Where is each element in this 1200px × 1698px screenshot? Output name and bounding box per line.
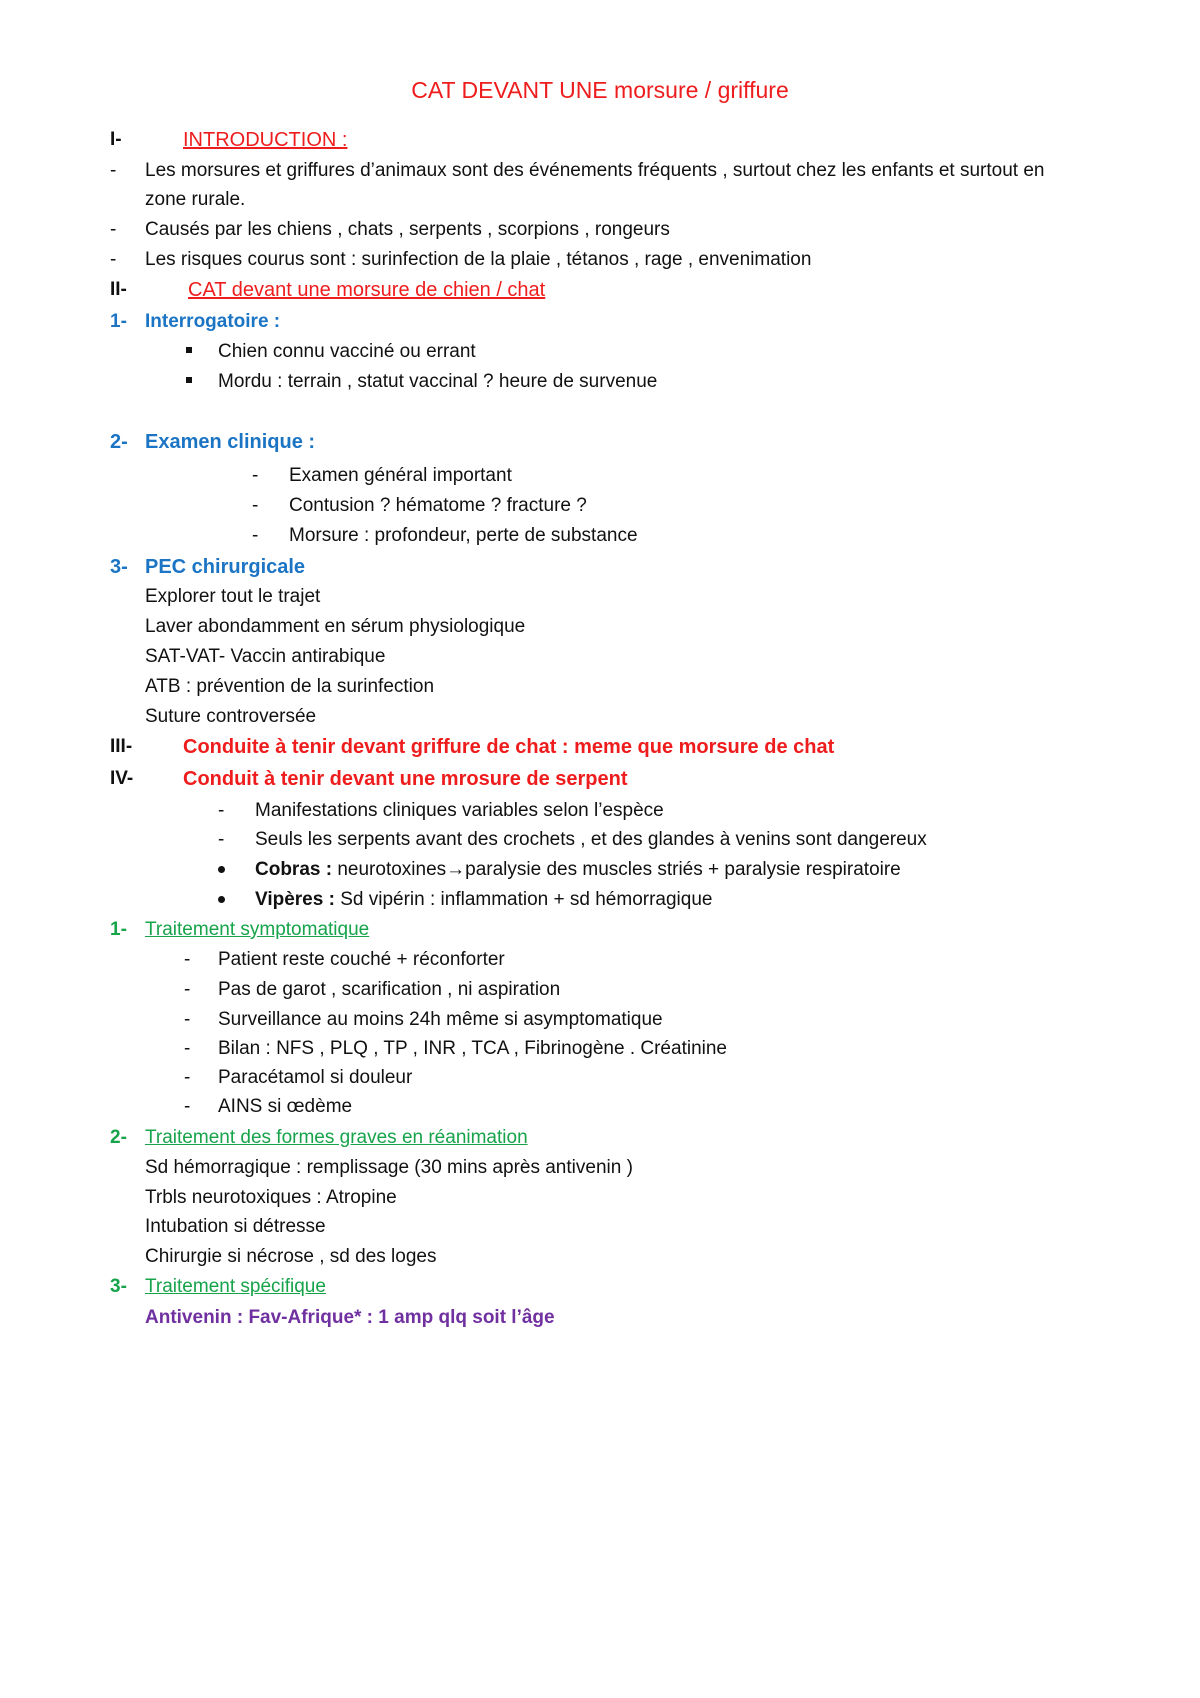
list-item: Examen général important [289,465,512,486]
list-item: - [252,495,259,516]
bullet-icon [218,858,225,882]
list-item: Suture controversée [145,706,317,727]
list-item: Contusion ? hématome ? fracture ? [289,495,587,516]
subsection-number: 2- [110,431,128,453]
section-2-number: II- [110,279,127,300]
subsection-number: 1- [110,311,127,332]
list-item: - [184,949,191,970]
subsection-heading: Traitement spécifique [145,1276,326,1297]
page-title: CAT DEVANT UNE morsure / griffure [411,77,789,103]
list-item-cobras [255,858,901,882]
list-item: - [252,465,259,486]
list-item: Bilan : NFS , PLQ , TP , INR , TCA , Fibrinogène . Créatinine [218,1038,727,1059]
cobras-label: Cobras : [255,859,333,880]
list-item: Causés par les chiens , chats , serpents , scorpions , rongeurs [145,219,670,240]
subsection-heading: Traitement symptomatique [145,919,370,940]
list-item: Seuls les serpents avant des crochets , et des glandes à venins sont dangereux [255,829,927,850]
list-item: - [184,1096,191,1117]
section-1-heading: INTRODUCTION : [183,129,348,151]
list-item: ATB : prévention de la surinfection [145,676,435,697]
bullet-icon [186,377,192,401]
list-item: - [110,160,117,181]
subsection-heading: Interrogatoire : [145,311,281,332]
bullet-icon [186,347,192,371]
section-1-number: I- [110,129,122,150]
section-4-heading: Conduit à tenir devant une mrosure de serpent [183,768,628,790]
list-item: - [252,525,259,546]
subsection-number: 1- [110,919,127,940]
section-3-number: III- [110,736,133,757]
list-item: Chien connu vacciné ou errant [218,341,476,362]
list-item: - [184,1067,191,1088]
subsection-number: 3- [110,556,128,578]
bullet-icon [218,888,225,912]
list-item: Les morsures et griffures d’animaux sont des événements fréquents , surtout chez les enfants et surtout en [145,160,1045,181]
arrow-right-icon: → [446,859,466,880]
list-item: - [218,829,225,850]
list-item: Explorer tout le trajet [145,586,321,607]
list-item: - [184,1009,191,1030]
section-4-number: IV- [110,768,134,789]
list-item: Trbls neurotoxiques : Atropine [145,1187,397,1208]
list-item: Morsure : profondeur, perte de substance [289,525,638,546]
section-2-heading: CAT devant une morsure de chien / chat [188,279,546,301]
list-item: SAT-VAT- Vaccin antirabique [145,646,386,667]
list-item: Intubation si détresse [145,1216,326,1237]
list-item: Mordu : terrain , statut vaccinal ? heure de survenue [218,371,658,392]
list-item: - [184,979,191,1000]
viperes-label: Vipères : [255,889,335,910]
list-item: zone rurale. [145,189,246,210]
subsection-number: 2- [110,1127,127,1148]
viperes-text: Sd vipérin : inflammation + sd hémorragique [340,889,713,910]
section-3-heading: Conduite à tenir devant griffure de chat : meme que morsure de chat [183,736,835,758]
list-item: Pas de garot , scarification , ni aspiration [218,979,561,1000]
list-item: Surveillance au moins 24h même si asymptomatique [218,1009,663,1030]
list-item: - [218,800,225,821]
subsection-heading: Traitement des formes graves en réanimation [145,1127,528,1148]
list-item: Les risques courus sont : surinfection de la plaie , tétanos , rage , envenimation [145,249,812,270]
list-item: Sd hémorragique : remplissage (30 mins après antivenin ) [145,1157,633,1178]
list-item: AINS si œdème [218,1096,353,1117]
subsection-number: 3- [110,1276,127,1297]
list-item: - [184,1038,191,1059]
cobras-text-a: neurotoxines [337,859,447,880]
list-item: Chirurgie si nécrose , sd des loges [145,1246,437,1267]
list-item: - [110,249,117,270]
antivenin-line: Antivenin : Fav-Afrique* : 1 amp qlq soit l’âge [145,1307,555,1328]
list-item: Manifestations cliniques variables selon l’espèce [255,800,664,821]
subsection-heading: Examen clinique : [145,431,316,453]
list-item-viperes [255,888,712,912]
cobras-text-b: paralysie des muscles striés + paralysie respiratoire [465,859,901,880]
list-item: Paracétamol si douleur [218,1067,413,1088]
list-item: Laver abondamment en sérum physiologique [145,616,526,637]
subsection-heading: PEC chirurgicale [145,556,306,578]
list-item: - [110,219,117,240]
list-item: Patient reste couché + réconforter [218,949,505,970]
